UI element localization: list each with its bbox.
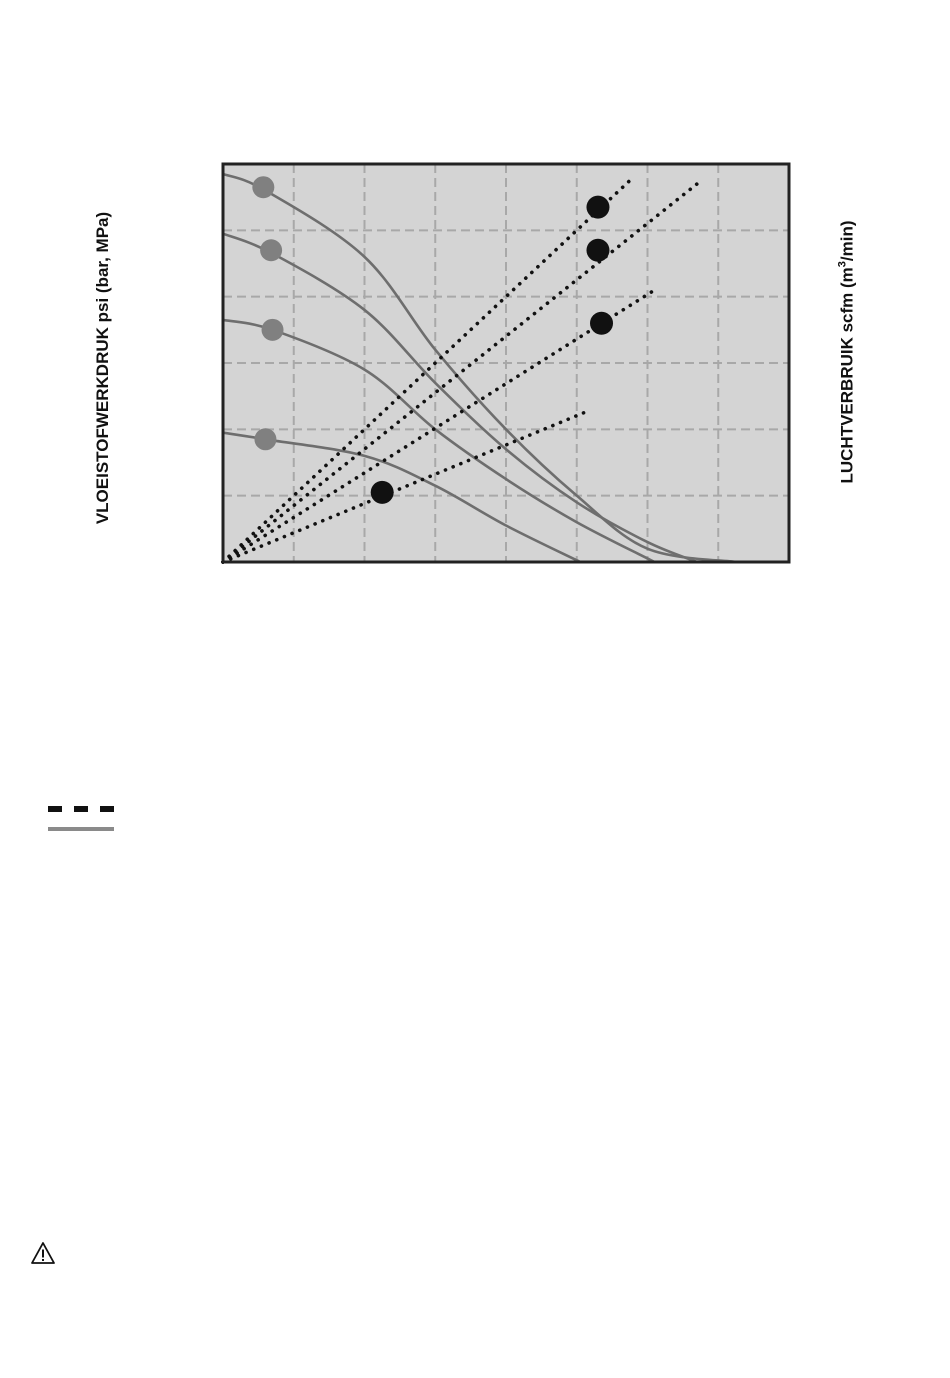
air-consumption-label-tail: /min)	[837, 220, 857, 262]
air-marker-4	[371, 481, 394, 504]
pressure-marker-1	[252, 176, 274, 198]
air-marker-2	[586, 239, 609, 262]
air-consumption-label-main: LUCHTVERBRUIK scfm (m	[837, 267, 857, 484]
air-consumption-label-sup: 3	[836, 261, 849, 268]
legend-dashed-line-icon	[48, 806, 114, 812]
fluid-pressure-axis-label: VLOEISTOFWERKDRUK psi (bar, MPa)	[93, 211, 112, 525]
air-marker-3	[590, 312, 613, 335]
warning-triangle-icon	[30, 1241, 56, 1265]
pressure-marker-4	[254, 428, 276, 450]
pressure-marker-3	[262, 319, 284, 341]
air-marker-1	[586, 196, 609, 219]
legend-solid-line-icon	[48, 827, 114, 831]
pressure-marker-2	[260, 239, 282, 261]
